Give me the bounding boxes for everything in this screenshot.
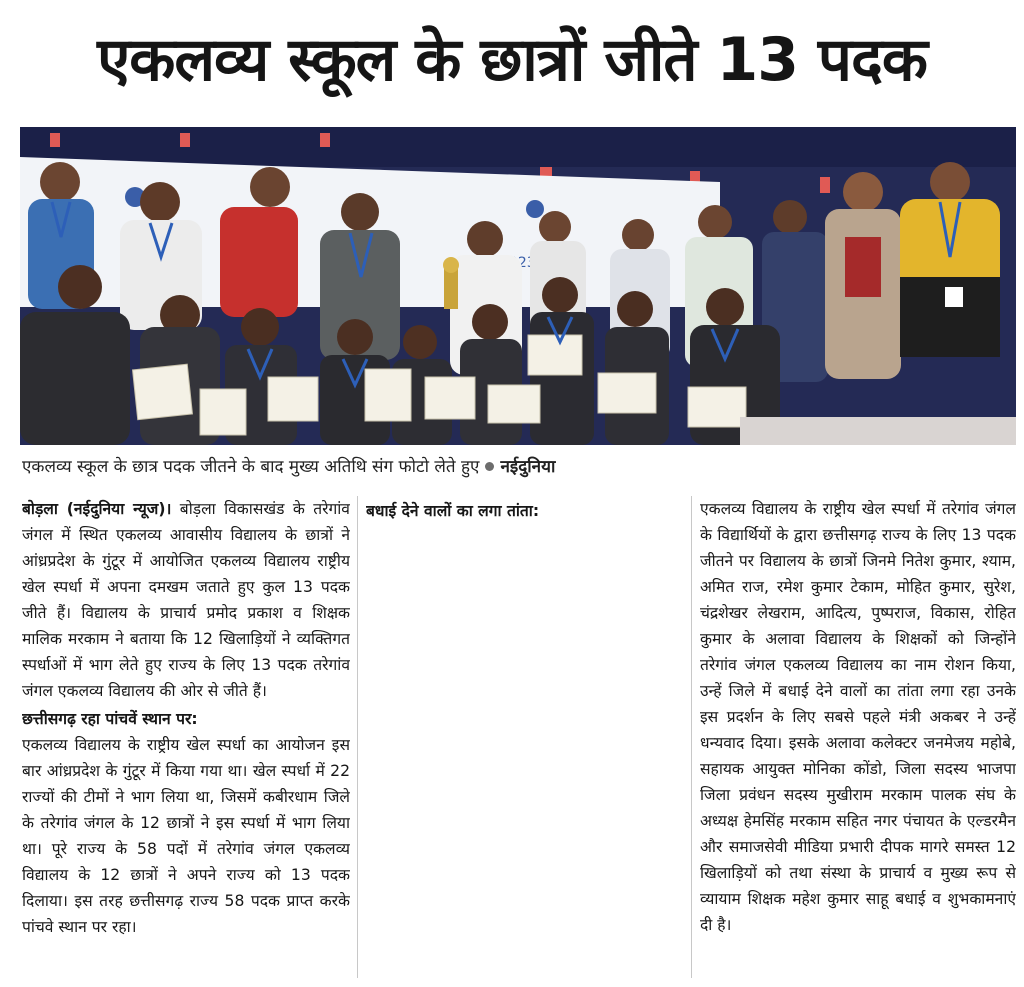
article-column-2 bbox=[366, 496, 682, 980]
news-photo bbox=[20, 127, 1016, 445]
article-para1: बोड़ला विकासखंड के तरेगांव जंगल में स्थित एकलव्य आवासीय विद्यालय के छात्रों ने आंध्रप्रदेश के गुंटूर में आयोजित एकलव्य विद्यालय राष्ट्रीय खेल स्पर्धा में अपना दमखम जताते हुए कुल 13 पदक जीते हैं। विद्यालय के प्राचार्य प्रमोद प्रकाश व शिक्षक मालिक मरकाम ने बताया कि 12 खिलाड़ियों ने व्यक्तिगत स्पर्धाओं में भाग लेते हुए राज्य के लिए 13 पदक तरेगांव जंगल एकलव्य विद्यालय की ओर से जीते हैं। bbox=[22, 500, 350, 700]
article-paragraph-1 bbox=[22, 496, 350, 704]
article-column-3 bbox=[700, 496, 1016, 980]
photo-caption bbox=[22, 450, 1012, 484]
article-subhead-1: छत्तीसगढ़ रहा पांचवें स्थान पर: bbox=[22, 710, 198, 728]
caption-text: एकलव्य स्कूल के छात्र पदक जीतने के बाद मुख्य अतिथि संग फोटो लेते हुए bbox=[22, 457, 480, 477]
column-divider bbox=[357, 496, 358, 978]
caption-source: नईदुनिया bbox=[500, 457, 556, 477]
article-subhead-2: बधाई देने वालों का लगा तांता: bbox=[366, 502, 540, 520]
article-paragraph-3: एकलव्य विद्यालय के राष्ट्रीय खेल स्पर्धा में तरेगांव जंगल के विद्यार्थियों के द्वारा छत्तीसगढ़ राज्य के लिए 13 पदक जीतने पर विद्यालय के छात्रों जिनमे नितेश कुमार, श्याम, अमित राज, रमेश कुमार टेकाम, मोहित कुमार, सुरेश, चंद्रशेखर लेखराम, आदित्य, पुष्पराज, विकास, रोहित कुमार के अलावा विद्यालय के शिक्षकों को जिन्होंने तरेगांव जंगल एकलव्य विद्यालय का नाम रोशन किया, उन्हें जिले में बधाई देने वालों का तांता लगा रहा उनके इस प्रदर्शन के लिए सबसे पहले मंत्री अकबर ने उन्हें धन्यवाद दिया। इसके अलावा कलेक्टर जनमेजय महोबे, सहायक आयुक्त मोनिका कोंडो, जिला सदस्य भाजपा जिला प्रवंधन सदस्य मुखीराम मरकाम पालक संघ के अध्यक्ष हेमसिंह मरकाम सहित नगर पंचायत के एल्डरमैन और समाजसेवी मीडिया प्रभारी दीपक मागरे समस्त 12 खिलाड़ियों को तथा संस्था के प्राचार्य व मुख्य रूप से व्यायाम शिक्षक महेश कुमार साहू बधाई व शुभकामनाएं दी है। bbox=[700, 500, 1016, 934]
award-ceremony-illustration bbox=[20, 127, 1016, 445]
bullet-dot-icon bbox=[485, 462, 494, 471]
article-column-1 bbox=[22, 496, 350, 980]
article-dateline: बोड़ला (नईदुनिया न्यूज)। bbox=[22, 500, 172, 518]
headline: एकलव्य स्कूल के छात्रों जीते 13 पदक bbox=[97, 25, 927, 95]
article-paragraph-2: एकलव्य विद्यालय के राष्ट्रीय खेल स्पर्धा का आयोजन इस बार आंध्रप्रदेश के गुंटूर में किया गया था। खेल स्पर्धा में 22 राज्यों की टीमों ने भाग लिया था, जिसमें कबीरधाम जिले के तरेगांव जंगल के 12 छात्रों ने इस स्पर्धा में भाग लिया था। पूरे राज्य के 58 पदों में तरेगांव जंगल एकलव्य विद्यालय के 12 छात्रों ने अपने राज्य को 13 पदक दिलाया। इस तरह छत्तीसगढ़ राज्य 58 पदक प्राप्त करके पांचवे स्थान पर रहा। bbox=[22, 736, 350, 936]
column-divider bbox=[691, 496, 692, 978]
